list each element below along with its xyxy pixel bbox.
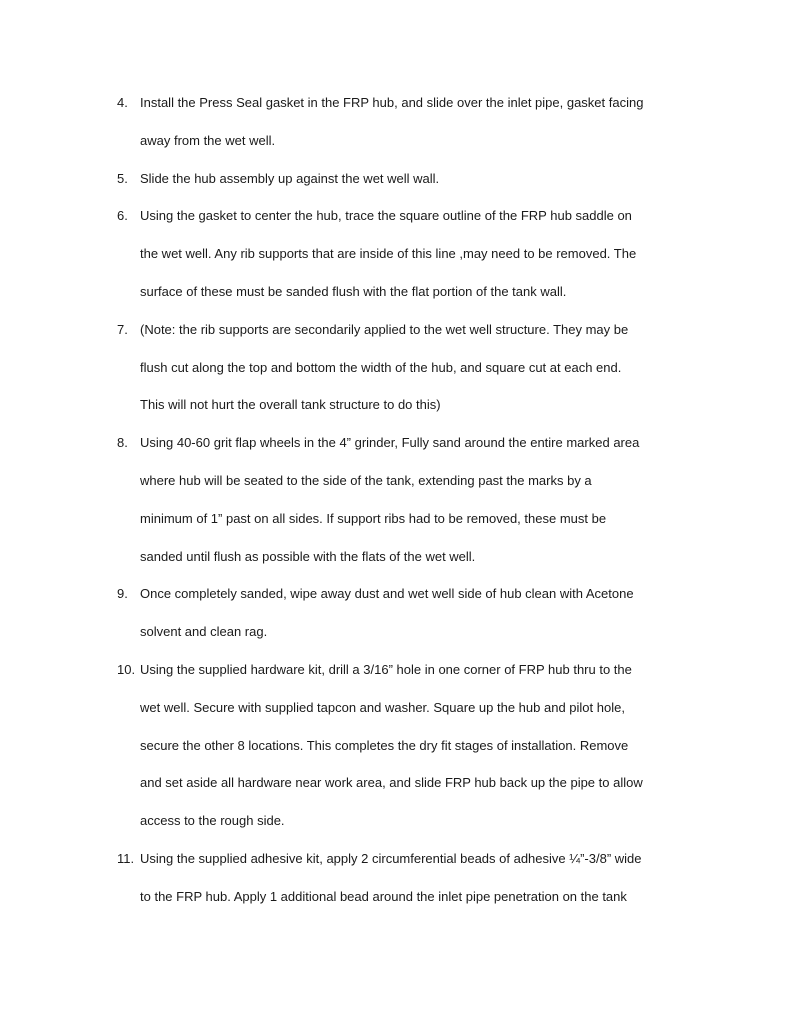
list-item-text-line: wet well. Secure with supplied tapcon and washer. Square up the hub and pilot hole, [140,699,625,715]
list-item-text-line: sanded until flush as possible with the flats of the wet well. [140,548,476,564]
list-item-text-line: away from the wet well. [140,132,276,148]
list-item-number: 7. [117,321,128,337]
list-item-number: 9. [117,586,128,602]
document-page [0,84,791,916]
list-item-text-line: (Note: the rib supports are secondarily applied to the wet well structure. They may be [140,321,629,337]
list-item-text-line: to the FRP hub. Apply 1 additional bead around the inlet pipe penetration on the tank [140,888,627,904]
list-item-text-line: Install the Press Seal gasket in the FRP hub, and slide over the inlet pipe, gasket facing [140,95,644,110]
list-item-text-line: minimum of 1” past on all sides. If support ribs had to be removed, these must be [140,510,607,526]
list-item-text-line: secure the other 8 locations. This completes the dry fit stages of installation. Remove [140,737,629,753]
list-item-text-line: flush cut along the top and bottom the width of the hub, and square cut at each end. [140,359,622,375]
list-item [0,311,791,424]
list-item [0,197,791,310]
list-item-number: 5. [117,170,128,186]
list-item-text-line: solvent and clean rag. [140,624,268,640]
list-item-text-line: access to the rough side. [140,813,285,829]
list-item-text-line: Once completely sanded, wipe away dust and wet well side of hub clean with Acetone [140,586,634,602]
list-item-number: 11. [117,850,135,866]
list-item-text-line: the wet well. Any rib supports that are inside of this line ,may need to be removed. The [140,246,637,262]
list-item-number: 8. [117,435,128,451]
list-item-number: 4. [117,95,128,110]
list-item-text-line: Using the supplied hardware kit, drill a 3/16” hole in one corner of FRP hub thru to the [140,661,632,677]
list-item-text-line: Using 40-60 grit flap wheels in the 4” grinder, Fully sand around the entire marked area [140,435,640,451]
list-item [0,424,791,575]
list-item-text-line: Using the gasket to center the hub, trace the square outline of the FRP hub saddle on [140,208,632,224]
list-item-text-line: Using the supplied adhesive kit, apply 2 circumferential beads of adhesive ¼”-3/8” wide [140,850,642,866]
list-item [0,840,791,916]
list-item [0,575,791,651]
list-item-text-line: surface of these must be sanded flush with the flat portion of the tank wall. [140,283,567,299]
list-item-number: 6. [117,208,128,224]
list-item [0,160,791,198]
list-item [0,651,791,840]
list-item-text-line: where hub will be seated to the side of the tank, extending past the marks by a [140,472,592,488]
list-item-text-line: and set aside all hardware near work area, and slide FRP hub back up the pipe to allow [140,775,643,791]
list-item-number: 10. [117,661,136,677]
list-item [0,84,791,160]
list-item-text-line: This will not hurt the overall tank structure to do this) [140,397,441,413]
list-item-text-line: Slide the hub assembly up against the wet well wall. [140,170,440,186]
